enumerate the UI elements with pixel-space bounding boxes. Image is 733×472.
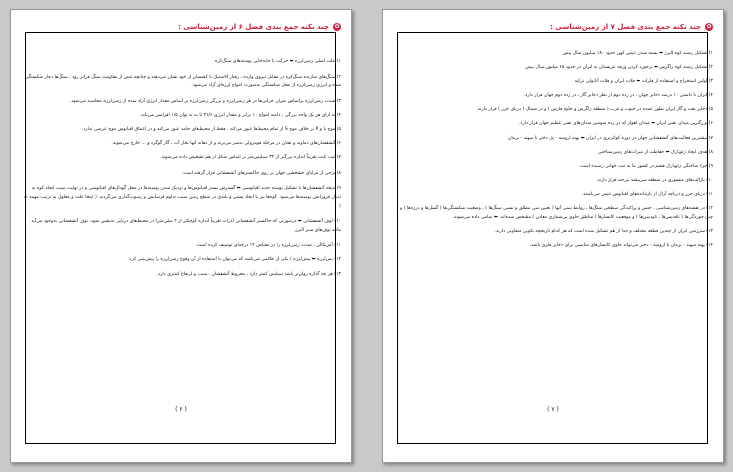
flower-icon: ✿: [706, 23, 712, 30]
list-item: ۸) هدف ایجاد ژئوپارک ⬅ حفاظت از میراث‌های زمین‌شناختی: [597, 149, 713, 155]
list-item: ۱۴) پهنه سهند - بزمان یا ارومیه - دختر می‌تواند حاوی کانسارهای مناسبی برای ذخایر فلزی باشد.: [529, 242, 713, 248]
page-number-text: ( ۷ ): [547, 406, 559, 413]
list-item: ۶) بزرگترین میدان نفتی ایران ⬅ میدان اهواز که در رده سومین میدان‌های نفتی عظیم جهان قرار دارد.: [518, 121, 713, 127]
page-number: [11, 406, 351, 413]
list-item: ۱) تشکیل رشته کوه البرز ⬅ بسته شدن تتیس کهن حدود ۱۸۰ میلیون سال پیش: [562, 51, 713, 56]
list-item: ۳) شدت زمین‌لرزه براساس میزان خرابی‌ها در هر زمین‌لرزه و بزرگی زمین‌لرزه بر اساس مقدار انرژی آزاد شده از زمین‌لرزه محاسبه می‌شود.: [69, 98, 341, 104]
list-item: ۱) علت اصلی زمین‌لرزه ⬅ حرکت یا جابه‌جایی پوسته‌های سنگ‌کره: [215, 59, 341, 64]
page-number-text: ( ۶ ): [175, 406, 187, 413]
list-item: ۲) تشکیل رشته کوه زاگرس ⬅ برخورد کردن ورقه عربستان به ایران در حدود ۶۵ میلیون سال پیش: [525, 65, 713, 71]
list-item: ۹) جزء ساختگی ژئوپارک قشم در کشور ما به ثبت جهانی رسیده است.: [578, 163, 713, 169]
list-item: ۵) ذخایر نفت و گاز ایران بطور عمده در جنوب و غرب ( منطقه زاگرس و خلیج فارس ) و در شمال ( دریای خزر ) قرار دارند.: [476, 107, 713, 113]
list-item: ۱۳) سرزمین ایران از چندین قطعه مختلف و جدا از هم تشکیل شده است که هر کدام تاریخچه تکوین متفاوتی دارند.: [494, 228, 713, 234]
document-page-6: [10, 9, 352, 463]
list-item: ۱۲) پس‌لرزه ⬅ پیش‌لرزه ) یکی از علائمی می‌باشد که می‌توان با استفاده از آن وقوع زمین‌لرزه را پیش‌بینی کرد.: [127, 257, 341, 263]
list-item: ۱۱) آمریکالی ، شدت زمین‌لرزه را در مقیاس ۱۲ درجه‌ای توصیف کرده است.: [195, 243, 341, 249]
list-item: ۱۱) دریای خزر و دریاچه آرال از بازمانده‌های اقیانوس تتیس می‌باشند.: [581, 191, 713, 197]
list-item: ۳) اولین استخراج و استفاده از فلزات ⬅ فلات ایران و فلات آناتولی ترکیه: [574, 79, 713, 85]
chapter-7-title-text: چند نکته جمع بندی فصل ۷ از زمین‌شناسی :: [550, 23, 701, 31]
list-item: ۴) به ازای هر یک واحد بزرگی ، دامنه امواج ۱۰ برابر و مقدار انرژی ۳۱/۶ تا به به توان ۱/۵ افزایش می‌یابد.: [139, 112, 341, 118]
chapter-6-title-text: چند نکته جمع بندی فصل ۶ از زمین‌شناسی :: [178, 23, 329, 31]
list-item: ۶) آتشفشان‌های دماوند و تفتان در مرحله فومرولی به‌سر می‌برند و از دهانه آنها بخار آب ، گاز گوگرد و ... خارج می‌شوند.: [111, 141, 341, 147]
chapter-6-points: [21, 58, 341, 285]
list-item: ۱۰) لوف آتشفشانی ⬅ درصورتی که خاکستر آتشفشانی (ذرات تقریباً اندازه کوچکتر از ۲ میلی‌متر) در محیط‌های دریایی ته‌نشین شود، توف آتشفشانی به‌وجود می‌آید مانند توف‌های سبز البرز.: [31, 219, 341, 233]
list-item: ۱۰) بازالت‌های منشوری در منطقه سربیشه بیرجند قرار دارند.: [595, 177, 713, 183]
flower-icon: ✿: [334, 23, 340, 30]
document-page-7: [382, 9, 724, 463]
list-item: ۱۳) هر چه گدازه روان‌تر باشد سیلیس کمتر دارد ، مخروط آتشفشان ، شیب و ارتفاع کمتری دارد.: [156, 271, 341, 277]
chapter-7-points: [393, 50, 713, 256]
chapter-7-title: [393, 23, 713, 31]
list-item: ۵) موج L و P بر خلاف موج S از تمام محیط‌ها عبور می‌کند . فقط از محیط‌های جامد عبور می‌کند و در اعماق اقیانوس موج عرضی ندارد.: [81, 126, 341, 132]
list-item: ۸) برخی از مزایای خشخشی جهان بر روی خاکسترهای آتشفشانی قرار گرفته است.: [181, 170, 341, 176]
list-item: ۹) نتیجه آتشفشان‌ها با تشکیل پوسته جدید اقیانوسی ⬅ گسترش بستر اقیانوس‌ها و نزدیک شدن پوسته‌ها در محل گودال‌های اقیانوسی و در نهایت سبب ایجاد کوه به دنبال فرورانش پوسته‌ها می‌شود. کوه‌ها نیز با ایجاد پستی و بلندی در سطح زمین سبب تداوم فرسایش و رسوب‌گذاری می‌گردند. ( اینجا علت و معلول به ترتیب مهمه ⚠ ): [23, 186, 341, 209]
page-number: [383, 406, 723, 413]
list-item: ۴) ایران با داشتن ۱۰ درصد ذخایر جهان ، در رده دوم از نظر ذخایر گاز ، در رده دوم جهان قرار دارد.: [523, 93, 713, 99]
chapter-6-title: [21, 23, 341, 31]
list-item: ۱۲) در نقشه‌های زمین‌شناسی ، جنس و پراکندگی سطحی سنگ‌ها ، روابط سنی آنها ( تعیین سن مطلق و نسبی سنگ‌ها ) ، وضعیت شکستگی‌ها ( گسل‌ها و درزه‌ها ) و چین خوردگی‌ها ( تاقدیس‌ها ، ناودیس‌ها ) و موقعیت کانسارها ( مناطق حاوی پی‌شماری معادن ) مشخص شده‌اند. ⬅ تمامی داده می‌شوند.: [399, 206, 713, 220]
list-item: ۷) بیشترین فعالیت‌های آتشفشانی جهان در دوره کواترنری در ایران ⬅ پهنه ارومیه - پل دختر تا سهند - بزمان: [507, 135, 713, 141]
list-item: ۷) ثبت ثابت تقریباً اندازه بزرگتر از ۳۲ سیلیس‌متر بر اساس شکل از هم تشخیص داده می‌شوند.: [160, 155, 341, 161]
list-item: ۲) سنگ‌های سازنده سنگ‌کره در مقابل نیروی وارده ، رفتار الاستیک یا کشسان از خود نشان می‌دهند و چنانچه تنش از مقاومت سنگ فراتر رود ، سنگ‌ها دچار شکستگی شده و انرژی زمین‌لرزه از محل شکستگی به‌صورت امواج لرزه‌ای آزاد می‌شود.: [24, 74, 341, 89]
